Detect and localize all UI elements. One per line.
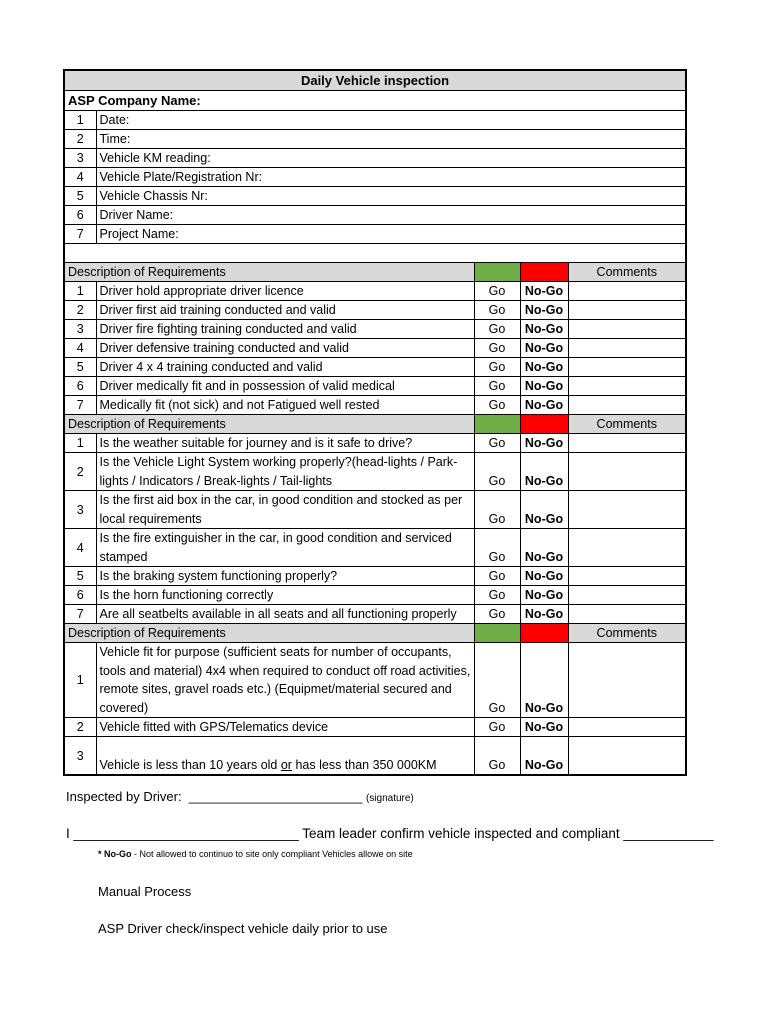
requirement-text-part: has less than 350 000KM [291,758,437,772]
comments-cell[interactable] [568,434,686,453]
requirement-description: Is the weather suitable for journey and is it safe to drive? [96,434,474,453]
requirement-description: Is the first aid box in the car, in good condition and stocked as per local requirements [96,491,474,529]
nogo-option[interactable]: No-Go [520,529,568,567]
driver-name-field[interactable]: Driver Name: [96,206,686,225]
inspection-table [63,69,687,776]
requirement-number: 1 [64,434,96,453]
requirement-number: 4 [64,339,96,358]
nogo-option[interactable]: No-Go [520,491,568,529]
requirement-description: Is the braking system functioning properly? [96,567,474,586]
nogo-option[interactable]: No-Go [520,320,568,339]
team-leader-confirmation[interactable]: I ______________________________ Team leader confirm vehicle inspected and compliant ____________ [66,826,714,841]
nogo-option[interactable]: No-Go [520,358,568,377]
plate-registration-field[interactable]: Vehicle Plate/Registration Nr: [96,168,686,187]
go-option[interactable]: Go [474,586,520,605]
nogo-option[interactable]: No-Go [520,586,568,605]
requirement-number: 3 [64,320,96,339]
section-header-description: Description of Requirements [64,624,474,643]
go-option[interactable]: Go [474,282,520,301]
requirement-description: Driver fire fighting training conducted and valid [96,320,474,339]
go-option[interactable]: Go [474,567,520,586]
nogo-note-text: - Not allowed to continuo to site only compliant Vehicles allowe on site [131,849,413,859]
requirement-description: Medically fit (not sick) and not Fatigued well rested [96,396,474,415]
comments-cell[interactable] [568,586,686,605]
form-title: Daily Vehicle inspection [64,70,686,91]
go-option[interactable]: Go [474,320,520,339]
info-row-number: 3 [64,149,96,168]
nogo-option[interactable]: No-Go [520,377,568,396]
comments-cell[interactable] [568,358,686,377]
comments-cell[interactable] [568,377,686,396]
requirement-number: 5 [64,358,96,377]
go-option[interactable]: Go [474,491,520,529]
nogo-option[interactable]: No-Go [520,282,568,301]
comments-cell[interactable] [568,737,686,776]
nogo-option[interactable]: No-Go [520,718,568,737]
nogo-option[interactable]: No-Go [520,453,568,491]
requirement-number: 2 [64,718,96,737]
requirement-number: 2 [64,301,96,320]
requirement-description: Are all seatbelts available in all seats and all functioning properly [96,605,474,624]
requirement-number: 2 [64,453,96,491]
nogo-option[interactable]: No-Go [520,643,568,718]
time-field[interactable]: Time: [96,130,686,149]
requirement-text-part: Vehicle is less than 10 years old [99,758,281,772]
nogo-note-bold: * No-Go [98,849,132,859]
section-header-description: Description of Requirements [64,415,474,434]
requirement-description: Is the Vehicle Light System working properly?(head-lights / Park-lights / Indicators / Break-lights / Tail-lights [96,453,474,491]
go-color-header [474,624,520,643]
inspected-by-label: Inspected by Driver: ________________________ [66,789,366,804]
info-row-number: 2 [64,130,96,149]
comments-cell[interactable] [568,718,686,737]
info-row-number: 1 [64,111,96,130]
comments-cell[interactable] [568,453,686,491]
km-reading-field[interactable]: Vehicle KM reading: [96,149,686,168]
requirement-text-or: or [280,758,292,772]
info-row-number: 5 [64,187,96,206]
signature-hint: (signature) [365,793,414,804]
nogo-option[interactable]: No-Go [520,434,568,453]
go-option[interactable]: Go [474,605,520,624]
requirement-description: Is the horn functioning correctly [96,586,474,605]
nogo-note [98,849,413,859]
go-option[interactable]: Go [474,737,520,776]
go-option[interactable]: Go [474,301,520,320]
comments-header: Comments [568,415,686,434]
go-option[interactable]: Go [474,453,520,491]
requirement-number: 7 [64,605,96,624]
section-header-description: Description of Requirements [64,263,474,282]
manual-process-label: Manual Process [98,884,192,899]
nogo-color-header [520,415,568,434]
inspection-form [63,69,685,776]
nogo-option[interactable]: No-Go [520,339,568,358]
comments-cell[interactable] [568,301,686,320]
go-option[interactable]: Go [474,339,520,358]
go-option[interactable]: Go [474,377,520,396]
info-row-number: 6 [64,206,96,225]
comments-header: Comments [568,263,686,282]
requirement-description: Driver medically fit and in possession of valid medical [96,377,474,396]
comments-cell[interactable] [568,320,686,339]
chassis-number-field[interactable]: Vehicle Chassis Nr: [96,187,686,206]
info-row-number: 7 [64,225,96,244]
go-option[interactable]: Go [474,358,520,377]
comments-cell[interactable] [568,339,686,358]
comments-cell[interactable] [568,282,686,301]
go-option[interactable]: Go [474,434,520,453]
nogo-color-header [520,263,568,282]
comments-cell[interactable] [568,643,686,718]
requirement-number: 3 [64,491,96,529]
comments-cell[interactable] [568,567,686,586]
go-option[interactable]: Go [474,396,520,415]
comments-cell[interactable] [568,491,686,529]
go-option[interactable]: Go [474,718,520,737]
go-option[interactable]: Go [474,529,520,567]
nogo-option[interactable]: No-Go [520,737,568,776]
requirement-number: 7 [64,396,96,415]
requirement-description [96,737,474,776]
nogo-option[interactable]: No-Go [520,605,568,624]
requirement-description: Driver 4 x 4 training conducted and valid [96,358,474,377]
requirement-number: 6 [64,377,96,396]
requirement-description: Driver hold appropriate driver licence [96,282,474,301]
requirement-description: Driver first aid training conducted and valid [96,301,474,320]
go-color-header [474,263,520,282]
requirement-description: Driver defensive training conducted and valid [96,339,474,358]
requirement-number: 1 [64,282,96,301]
project-name-field[interactable]: Project Name: [96,225,686,244]
comments-cell[interactable] [568,396,686,415]
comments-cell[interactable] [568,605,686,624]
company-name-field[interactable]: ASP Company Name: [64,91,686,111]
requirement-number: 5 [64,567,96,586]
nogo-option[interactable]: No-Go [520,567,568,586]
asp-driver-check-label: ASP Driver check/inspect vehicle daily prior to use [98,921,388,936]
requirement-number: 3 [64,737,96,776]
go-color-header [474,415,520,434]
nogo-option[interactable]: No-Go [520,301,568,320]
requirement-description: Vehicle fitted with GPS/Telematics device [96,718,474,737]
spacer-row [64,244,686,263]
requirement-number: 4 [64,529,96,567]
go-option[interactable]: Go [474,643,520,718]
date-field[interactable]: Date: [96,111,686,130]
comments-cell[interactable] [568,529,686,567]
requirement-number: 6 [64,586,96,605]
requirement-description: Vehicle fit for purpose (sufficient seats for number of occupants, tools and material) 4x4 when required to conduct off road activities, remote sites, gravel roads etc.) (Equipmet/material secured and covered) [96,643,474,718]
requirement-number: 1 [64,643,96,718]
requirement-description: Is the fire extinguisher in the car, in good condition and serviced stamped [96,529,474,567]
inspected-by-driver-line[interactable] [66,789,414,804]
info-row-number: 4 [64,168,96,187]
comments-header: Comments [568,624,686,643]
nogo-option[interactable]: No-Go [520,396,568,415]
nogo-color-header [520,624,568,643]
